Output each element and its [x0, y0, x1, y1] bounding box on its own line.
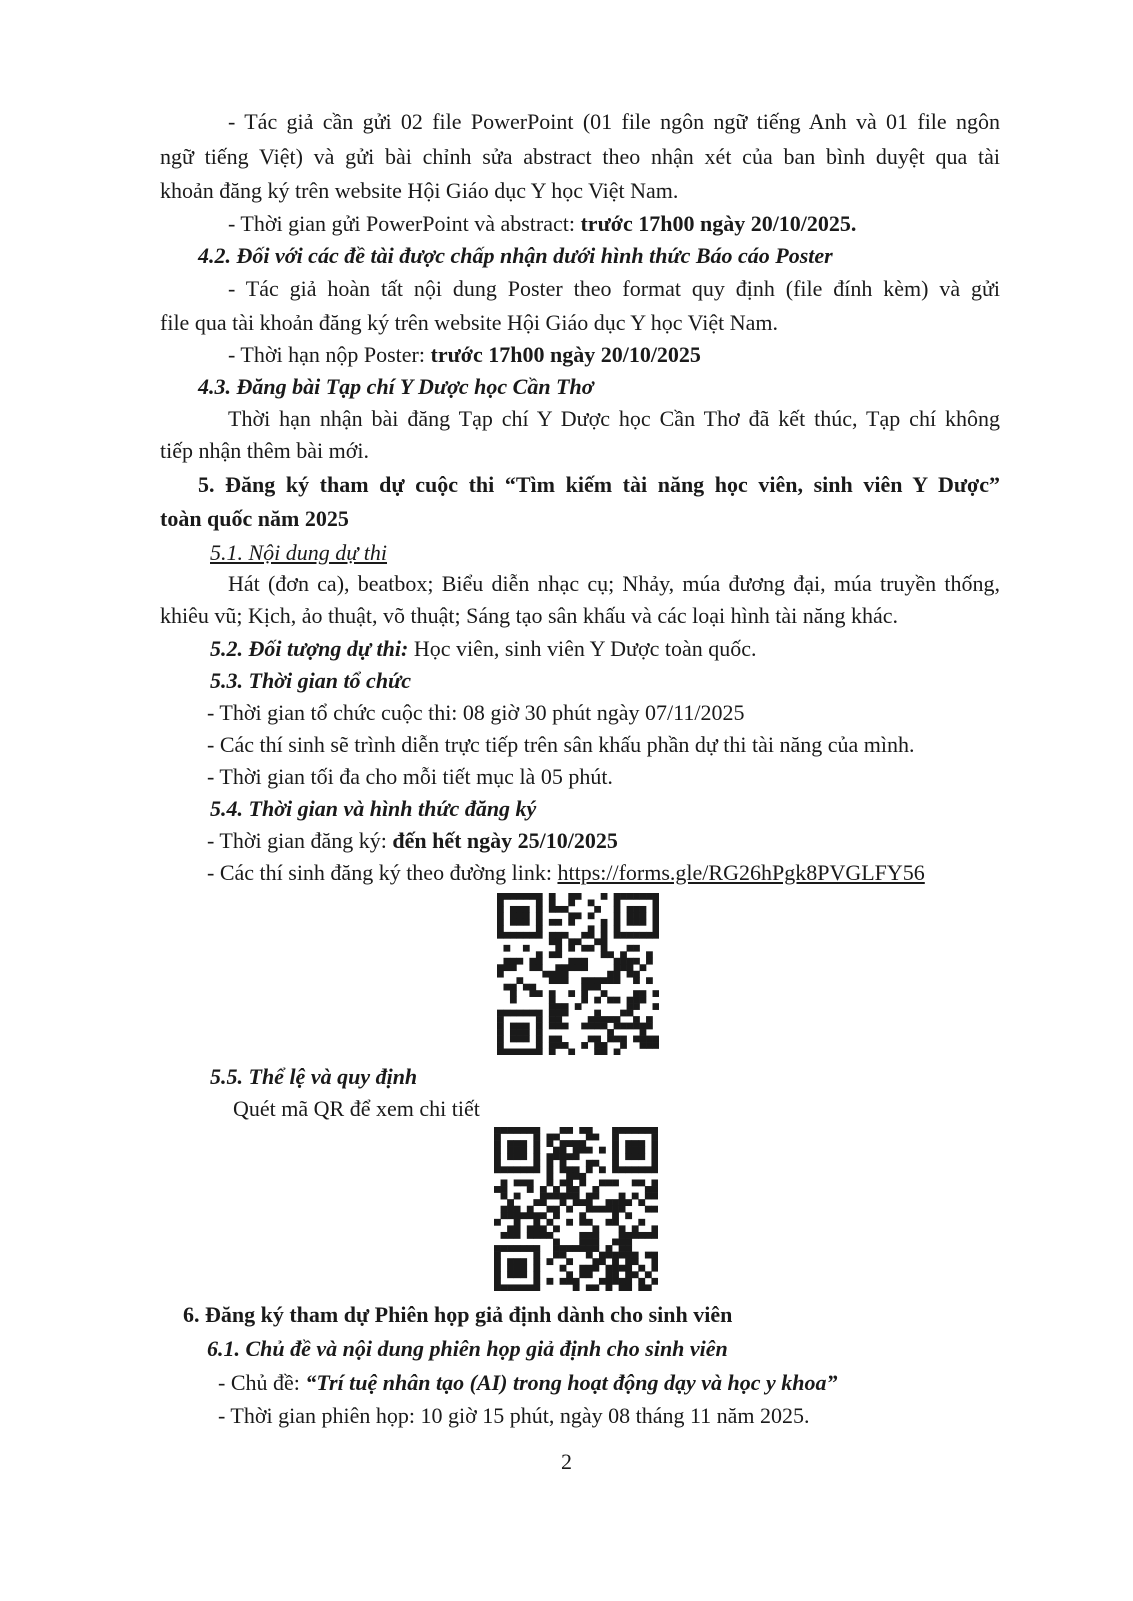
target-text: Học viên, sinh viên Y Dược toàn quốc.: [408, 636, 757, 661]
content-line-2: khiêu vũ; Kịch, ảo thuật, võ thuật; Sáng tạo sân khấu và các loại hình tài năng khác.: [160, 603, 899, 628]
time-line-1: - Thời gian tổ chức cuộc thi: 08 giờ 30 phút ngày 07/11/2025: [207, 700, 745, 725]
topic-line: [218, 1368, 838, 1398]
topic-value: “Trí tuệ nhân tạo (AI) trong hoạt động dạy và học y khoa”: [305, 1370, 838, 1395]
ppt-deadline-value: trước 17h00 ngày 20/10/2025.: [580, 211, 857, 236]
heading-5-1: [210, 538, 387, 568]
heading-5-line-2: toàn quốc năm 2025: [160, 506, 349, 531]
poster-deadline-label: - Thời hạn nộp Poster:: [228, 342, 431, 367]
target-line: [210, 634, 757, 664]
time-line-3: - Thời gian tối đa cho mỗi tiết mục là 05 phút.: [207, 764, 613, 789]
ppt-deadline: [228, 209, 856, 239]
poster-deadline: [228, 340, 701, 370]
ppt-line-3: khoản đăng ký trên website Hội Giáo dục Y học Việt Nam.: [160, 178, 679, 203]
ppt-deadline-label: - Thời gian gửi PowerPoint và abstract:: [228, 211, 581, 236]
page-number: 2: [561, 1449, 572, 1474]
heading-5-line-1: 5. Đăng ký tham dự cuộc thi “Tìm kiếm tài năng học viên, sinh viên Y Dược”: [198, 472, 1000, 497]
poster-line-1: - Tác giả hoàn tất nội dung Poster theo format quy định (file đính kèm) và gửi: [228, 276, 1000, 301]
heading-4-2: 4.2. Đối với các đề tài được chấp nhận dưới hình thức Báo cáo Poster: [198, 243, 833, 268]
poster-line-2: file qua tài khoản đăng ký trên website Hội Giáo dục Y học Việt Nam.: [160, 310, 778, 335]
topic-label: - Chủ đề:: [218, 1370, 306, 1395]
rules-qr-code[interactable]: [494, 1127, 658, 1291]
qr-instruction: Quét mã QR để xem chi tiết: [233, 1096, 480, 1121]
heading-5-1-text: 5.1. Nội dung dự thi: [210, 540, 388, 565]
heading-4-3: 4.3. Đăng bài Tạp chí Y Dược học Cần Thơ: [198, 374, 594, 399]
registration-link-line: [207, 858, 925, 888]
heading-6: 6. Đăng ký tham dự Phiên họp giả định dành cho sinh viên: [183, 1302, 733, 1327]
ppt-line-1: - Tác giả cần gửi 02 file PowerPoint (01 file ngôn ngữ tiếng Anh và 01 file ngôn: [228, 109, 1000, 134]
registration-deadline: [207, 826, 618, 856]
heading-5-3: 5.3. Thời gian tổ chức: [210, 668, 411, 693]
journal-line-2: tiếp nhận thêm bài mới.: [160, 438, 369, 463]
heading-6-1: 6.1. Chủ đề và nội dung phiên họp giả định cho sinh viên: [207, 1336, 728, 1361]
heading-5-5: 5.5. Thể lệ và quy định: [210, 1064, 418, 1089]
registration-label: - Thời gian đăng ký:: [207, 828, 393, 853]
poster-deadline-value: trước 17h00 ngày 20/10/2025: [430, 342, 701, 367]
registration-qr-code[interactable]: [497, 893, 659, 1055]
journal-line-1: Thời hạn nhận bài đăng Tạp chí Y Dược học Cần Thơ đã kết thúc, Tạp chí không: [228, 406, 1000, 431]
link-label: - Các thí sinh đăng ký theo đường link:: [207, 860, 558, 885]
heading-5-4: 5.4. Thời gian và hình thức đăng ký: [210, 796, 537, 821]
session-time: - Thời gian phiên họp: 10 giờ 15 phút, ngày 08 tháng 11 năm 2025.: [218, 1403, 810, 1428]
time-line-2: - Các thí sinh sẽ trình diễn trực tiếp trên sân khấu phần dự thi tài năng của mình.: [207, 732, 915, 757]
registration-value: đến hết ngày 25/10/2025: [392, 828, 618, 853]
heading-5-2: 5.2. Đối tượng dự thi:: [210, 636, 409, 661]
registration-link[interactable]: https://forms.gle/RG26hPgk8PVGLFY56: [557, 860, 925, 885]
content-line-1: Hát (đơn ca), beatbox; Biểu diễn nhạc cụ; Nhảy, múa đương đại, múa truyền thống,: [228, 571, 1000, 596]
ppt-line-2: ngữ tiếng Việt) và gửi bài chỉnh sửa abstract theo nhận xét của ban bình duyệt qua tài: [160, 144, 1000, 169]
